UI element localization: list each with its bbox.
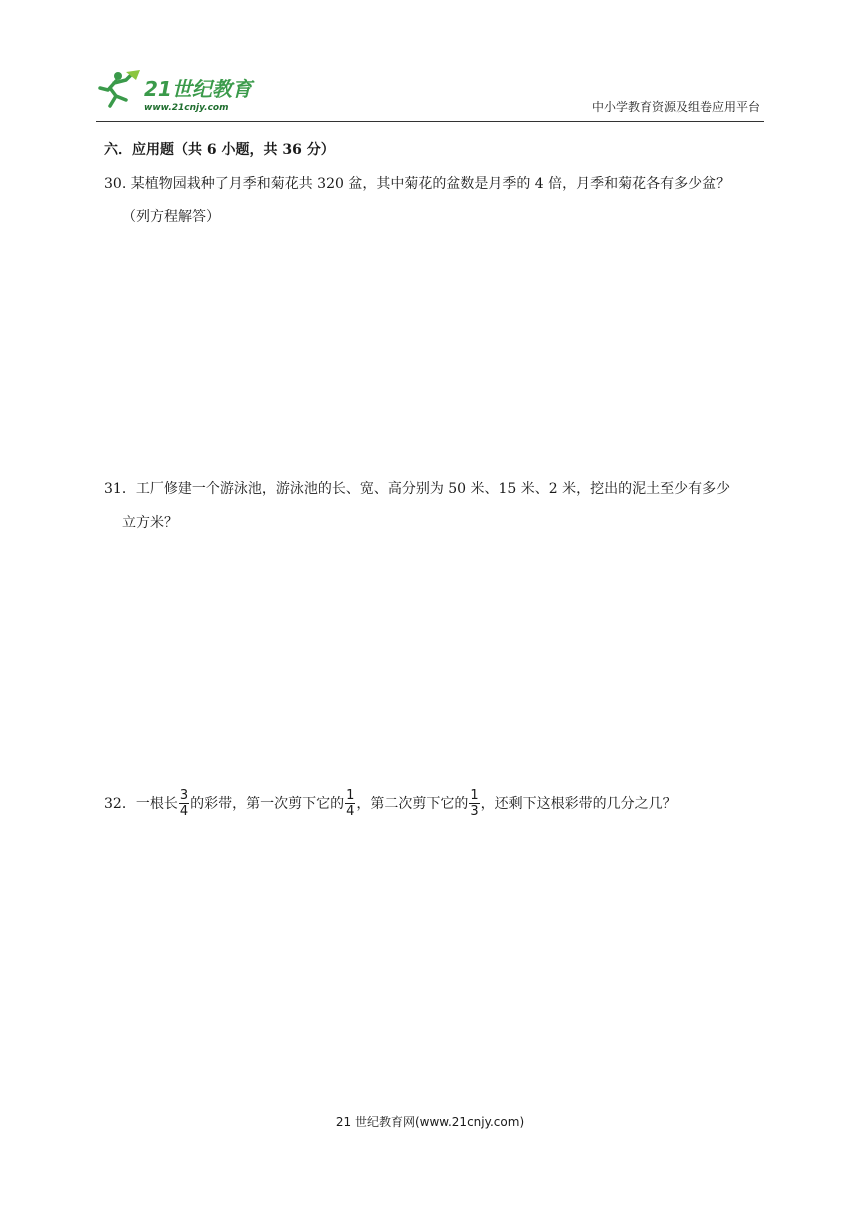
fraction-denominator: 3 <box>470 804 479 819</box>
page-footer: 21 世纪教育网(www.21cnjy.com) <box>335 1115 525 1129</box>
fraction-1-3 <box>469 788 479 819</box>
logo-url: www.21cnjy.com <box>144 103 229 113</box>
fraction-denominator: 4 <box>346 804 355 819</box>
header-divider <box>96 121 764 122</box>
question-31-line1: 31．工厂修建一个游泳池，游泳池的长、宽、高分别为 50 米、15 米、2 米，挖出的泥土至少有多少 <box>104 481 731 497</box>
section-title: 六．应用题（共 6 小题，共 36 分） <box>104 142 335 158</box>
runner-icon <box>100 70 140 106</box>
fraction-1-4 <box>345 788 355 819</box>
fraction-numerator: 1 <box>470 788 479 803</box>
question-32-mid1: 的彩带，第一次剪下它的 <box>190 795 345 812</box>
question-32 <box>104 788 677 819</box>
site-logo <box>96 66 266 116</box>
question-32-prefix: 32．一根长 <box>104 795 178 812</box>
logo-text: 21世纪教育 <box>144 77 252 101</box>
question-31-line2: 立方米？ <box>122 515 178 531</box>
question-30-line1: 30. 某植物园栽种了月季和菊花共 320 盆，其中菊花的盆数是月季的 4 倍，月季和菊花各有多少盆？ <box>104 176 731 192</box>
fraction-denominator: 4 <box>179 804 189 819</box>
question-32-mid2: ，第二次剪下它的 <box>356 795 469 812</box>
fraction-numerator: 3 <box>179 788 189 803</box>
question-30-line2: （列方程解答） <box>122 209 220 225</box>
header-platform-text: 中小学教育资源及组卷应用平台 <box>591 100 760 114</box>
question-32-suffix: ，还剩下这根彩带的几分之几？ <box>480 795 677 812</box>
fraction-3-4 <box>179 788 189 819</box>
fraction-numerator: 1 <box>346 788 355 803</box>
